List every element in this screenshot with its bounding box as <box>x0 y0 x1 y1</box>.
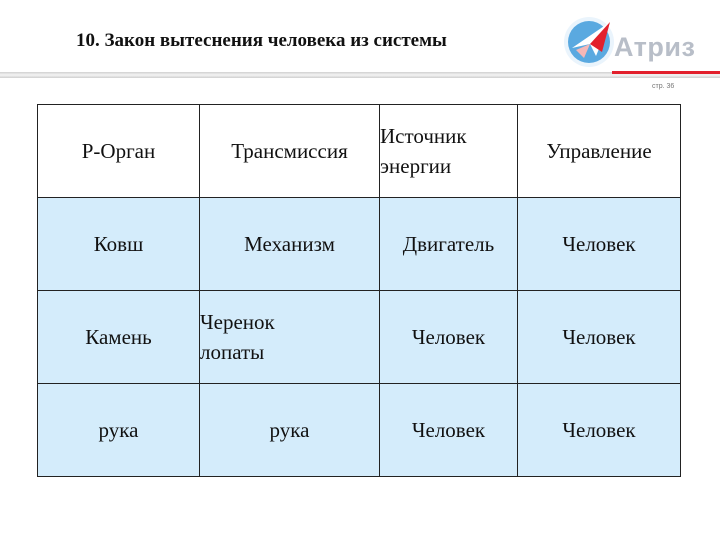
table-cell: Человек <box>518 198 681 291</box>
page-number: стр. 36 <box>652 83 675 90</box>
table-cell: Человек <box>380 291 518 384</box>
header-cell: Трансмиссия <box>200 105 380 198</box>
table-cell: Двигатель <box>380 198 518 291</box>
table-cell <box>200 291 380 384</box>
table-cell: Механизм <box>200 198 380 291</box>
header-rule-accent <box>612 71 720 74</box>
table-cell: Камень <box>38 291 200 384</box>
table-cell: Человек <box>380 384 518 477</box>
data-table <box>37 104 681 477</box>
cell-line: лопаты <box>200 340 265 364</box>
table-header-row <box>38 105 681 198</box>
table-cell: рука <box>38 384 200 477</box>
table-cell: рука <box>200 384 380 477</box>
table-cell: Человек <box>518 384 681 477</box>
table-row <box>38 291 681 384</box>
cell-line: Черенок <box>200 310 275 334</box>
table-row <box>38 198 681 291</box>
slide-title: 10. Закон вытеснения человека из системы <box>76 30 447 51</box>
header-line: энергии <box>380 154 452 178</box>
logo-emblem-icon <box>562 12 618 70</box>
header-cell: Р-Орган <box>38 105 200 198</box>
header-cell: Управление <box>518 105 681 198</box>
logo-text: Атриз <box>614 32 696 62</box>
table-cell: Ковш <box>38 198 200 291</box>
table-row <box>38 384 681 477</box>
header-cell <box>380 105 518 198</box>
table-cell: Человек <box>518 291 681 384</box>
header-line: Источник <box>380 124 467 148</box>
